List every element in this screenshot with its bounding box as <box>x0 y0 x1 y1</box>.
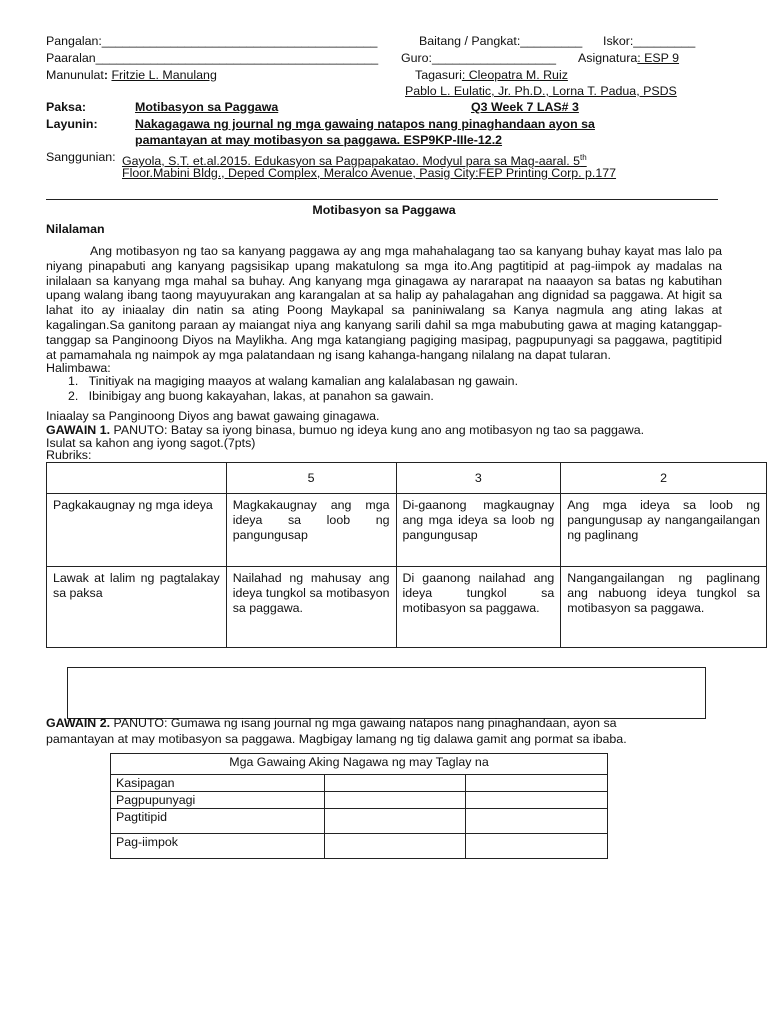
gawain2-instruction <box>46 716 617 731</box>
rubric-table <box>46 462 767 648</box>
journal-row <box>111 775 608 792</box>
journal-row <box>111 792 608 809</box>
content-paragraph <box>46 244 722 362</box>
rubric-header-row <box>47 463 767 494</box>
rubric-row <box>47 567 767 648</box>
topic-value: Motibasyon sa Paggawa <box>135 100 279 114</box>
reference-sup: th <box>580 153 587 162</box>
examples-label: Halimbawa: <box>46 361 111 375</box>
journal-cell[interactable] <box>324 809 466 834</box>
gawain1-instruction-2: Isulat sa kahon ang iyong sagot.(7pts) <box>46 436 256 450</box>
section-heading: Nilalaman <box>46 222 105 236</box>
week-label: Q3 Week 7 LAS# 3 <box>471 100 579 114</box>
reviewer-label: Tagasuri <box>415 68 462 82</box>
score-field[interactable]: Iskor:_________ <box>603 34 696 48</box>
rubric-row <box>47 494 767 567</box>
teacher-field[interactable]: Guro:__________________ <box>401 51 557 65</box>
gawain1-text: PANUTO: Batay sa iyong binasa, bumuo ng ideya kung ano ang motibasyon ng tao sa paggawa. <box>110 423 645 437</box>
objective-line-2: pamantayan at may motibasyon sa paggawa. ESP9KP-IIIe-12.2 <box>135 133 503 147</box>
gawain1-label: GAWAIN 1. <box>46 423 111 437</box>
journal-row-label: Pagtitipid <box>111 809 325 834</box>
journal-cell[interactable] <box>466 792 608 809</box>
objective-line-1: Nakagagawa ng journal ng mga gawaing natapos nang pinaghandaan ayon sa <box>135 117 595 131</box>
example-item-1: 1. Tinitiyak na magiging maayos at walang kamalian ang kalalabasan ng gawain. <box>68 374 519 388</box>
journal-cell[interactable] <box>324 834 466 859</box>
example-text-2: Ibinibigay ang buong kakayahan, lakas, at panahon sa gawain. <box>88 389 434 403</box>
journal-row-label: Pagpupunyagi <box>111 792 325 809</box>
journal-row-label: Pag-iimpok <box>111 834 325 859</box>
journal-row <box>111 809 608 834</box>
journal-header: Mga Gawaing Aking Nagawa ng may Taglay na <box>111 754 608 775</box>
reviewer-line <box>415 68 568 83</box>
rubric-cell: Pagkakaugnay ng mga ideya <box>47 494 227 567</box>
rubric-cell: Magkakaugnay ang mga ideya sa loob ng pangungusap <box>226 494 396 567</box>
gawain1-answer-box[interactable] <box>67 667 706 719</box>
header-divider <box>46 199 718 200</box>
content-title: Motibasyon sa Paggawa <box>312 203 456 217</box>
name-field[interactable]: Pangalan:________________________________________ <box>46 34 378 48</box>
journal-cell[interactable] <box>324 775 466 792</box>
rubric-cell: Di-gaanong magkaugnay ang mga ideya sa loob ng pangungusap <box>396 494 561 567</box>
example-text-1: Tinitiyak na magiging maayos at walang kamalian ang kalalabasan ng gawain. <box>88 374 519 388</box>
gawain2-label: GAWAIN 2. <box>46 716 111 730</box>
subject-value: : ESP 9 <box>637 51 680 65</box>
rubric-header-criteria <box>47 463 227 494</box>
journal-cell[interactable] <box>466 834 608 859</box>
journal-cell[interactable] <box>466 775 608 792</box>
reference-text-1: Gayola, S.T. et.al.2015. Edukasyon sa Pagpapakatao. Modyul para sa Mag-aaral. 5 <box>122 154 581 169</box>
rubric-cell: Di gaanong nailahad ang ideya tungkol sa motibasyon sa paggawa. <box>396 567 561 648</box>
closing-line: Iniaalay sa Panginoong Diyos ang bawat gawaing ginagawa. <box>46 409 380 423</box>
example-item-2: 2. Ibinibigay ang buong kakayahan, lakas, at panahon sa gawain. <box>68 389 434 403</box>
reference-label: Sanggunian: <box>46 150 116 164</box>
rubric-header-5: 5 <box>226 463 396 494</box>
topic-label: Paksa: <box>46 100 86 114</box>
gawain2-text: PANUTO: Gumawa ng isang journal ng mga gawaing natapos nang pinaghandaan, ayon sa <box>110 716 617 730</box>
journal-cell[interactable] <box>324 792 466 809</box>
objective-label: Layunin: <box>46 117 98 131</box>
rubric-cell: Lawak at lalim ng pagtalakay sa paksa <box>47 567 227 648</box>
journal-row-label: Kasipagan <box>111 775 325 792</box>
journal-cell[interactable] <box>466 809 608 834</box>
rubric-cell: Ang mga ideya sa loob ng pangungusap ay nangangailangan ng paglinang <box>561 494 767 567</box>
rubric-label: Rubriks: <box>46 448 92 462</box>
rubric-cell: Nailahad ng mahusay ang ideya tungkol sa motibasyon sa paggawa. <box>226 567 396 648</box>
reviewer-value: : Cleopatra M. Ruiz <box>461 68 568 82</box>
subject-label: Asignatura <box>578 51 638 65</box>
reviewers-line-2: Pablo L. Eulatic, Jr. Ph.D., Lorna T. Padua, PSDS <box>405 84 677 98</box>
rubric-header-2: 2 <box>561 463 767 494</box>
writer-value: Fritzie L. Manulang <box>111 68 217 82</box>
rubric-header-3: 3 <box>396 463 561 494</box>
writer-line: Manunulat: Fritzie L. Manulang <box>46 68 217 82</box>
writer-label: Manunulat <box>46 68 104 82</box>
reference-line-2: Floor.Mabini Bldg., Deped Complex, Meralco Avenue, Pasig City:FEP Printing Corp. p.177 <box>122 166 617 180</box>
journal-header-row <box>111 754 608 775</box>
grade-field[interactable]: Baitang / Pangkat:_________ <box>419 34 583 48</box>
rubric-cell: Nangangailangan ng paglinang ang nabuong ideya tungkol sa motibasyon sa paggawa. <box>561 567 767 648</box>
subject-field <box>578 51 679 66</box>
journal-row <box>111 834 608 859</box>
journal-table <box>110 753 608 859</box>
gawain2-instruction-2: pamantayan at may motibasyon sa paggawa. Magbigay lamang ng tig dalawa gamit ang pormat sa ibaba. <box>46 732 627 746</box>
school-field[interactable]: Paaralan_________________________________________ <box>46 51 379 65</box>
paragraph-text: Ang motibasyon ng tao sa kanyang paggawa ay ang mga mahahalagang tao sa kanyang buhay kayat mas lalo pa niyang pinapabuti ang kanyang pagsisikap upang makatulong sa mga ito.Ang pagtitipid at pag-iimpok ay madalas na inilalaan sa kanyang mga mahal sa buhay. Ang kanyang mga ginagawa ay nararapat na naaayon sa batas ng kabutihan upang walang ibang taong mayuyurakan ang karangalan at sa halip ay pahalagahan ang dignidad sa paggawa. At higit sa lahat ito ay iniaalay din natin sa ating Poong Maykapal sa paniniwalang sa Kanya nagmula ang ating lakas at kagalingan.Sa ganitong paraan ay maiangat niya ang kanyang sarili dahil sa mga mabubuting gawa at maging katanggap-tanggap sa Panginoong Diyos na Maylikha. Ang mga katangiang pagiging masipag, pagpupunyagi sa paggawa, pagtitipid at pamamahala ng naimpok ay mga palatandaan ng isang kahanga-hangang nilalang na dapat tularan. <box>46 244 722 362</box>
